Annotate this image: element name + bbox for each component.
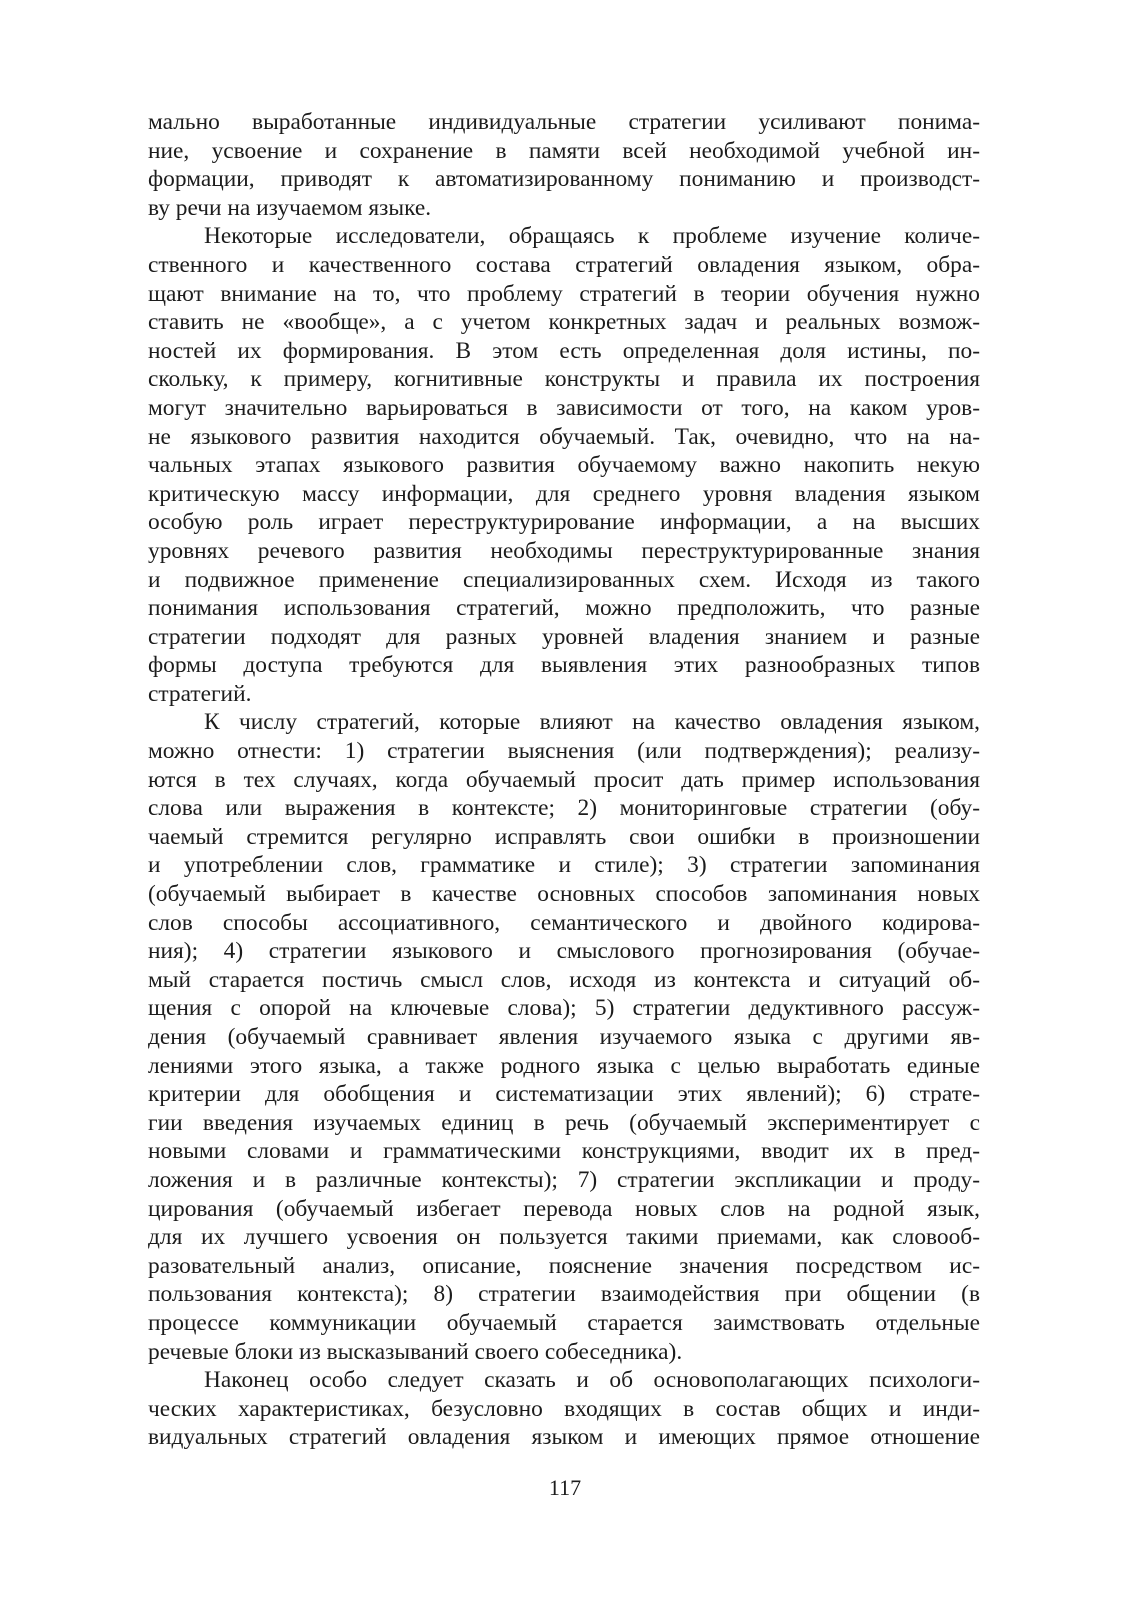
- text-line: формации, приводят к автоматизированному пониманию и производст-: [148, 166, 980, 193]
- text-line: К числу стратегий, которые влияют на качество овладения языком,: [204, 709, 980, 736]
- paragraph: [148, 108, 980, 222]
- text-line: мально выработанные индивидуальные стратегии усиливают понима-: [148, 109, 980, 135]
- text-line: пользования контекста); 8) стратегии взаимодействия при общении (в: [148, 1281, 980, 1308]
- text-line: скольку, к примеру, когнитивные конструкты и правила их построения: [148, 366, 980, 393]
- text-line: ются в тех случаях, когда обучаемый просит дать пример использования: [148, 766, 980, 793]
- text-line: уровнях речевого развития необходимы переструктурированные знания: [148, 537, 980, 564]
- paragraph: [148, 1366, 980, 1452]
- paragraph: [148, 222, 980, 708]
- text-line: (обучаемый выбирает в качестве основных способов запоминания новых: [148, 881, 980, 908]
- body-text: [148, 108, 980, 1452]
- text-line: ния); 4) стратегии языкового и смыслового прогнозирования (обучае-: [148, 938, 980, 965]
- text-line: дения (обучаемый сравнивает явления изучаемого языка с другими яв-: [148, 1024, 980, 1050]
- text-line: Наконец особо следует сказать и об основополагающих психологи-: [204, 1367, 980, 1394]
- text-line: лениями этого языка, а также родного языка с целью выработать единые: [148, 1052, 980, 1079]
- text-line: могут значительно варьироваться в зависимости от того, на каком уров-: [148, 394, 980, 421]
- text-line: и подвижное применение специализированных схем. Исходя из такого: [148, 566, 980, 593]
- text-line: понимания использования стратегий, можно предположить, что разные: [148, 595, 980, 622]
- text-line: стратегий.: [148, 680, 252, 707]
- text-line: критерии для обобщения и систематизации этих явлений); 6) страте-: [148, 1081, 980, 1108]
- text-line: слов способы ассоциативного, семантического и двойного кодирова-: [148, 909, 980, 936]
- text-line: чальных этапах языкового развития обучаемому важно накопить некую: [148, 452, 980, 479]
- text-line: для их лучшего усвоения он пользуется такими приемами, как словооб-: [148, 1224, 980, 1251]
- text-line: гии введения изучаемых единиц в речь (обучаемый экспериментирует с: [148, 1109, 980, 1136]
- text-line: ву речи на изучаемом языке.: [148, 194, 432, 221]
- text-line: и употреблении слов, грамматике и стиле); 3) стратегии запоминания: [148, 852, 980, 879]
- text-line: ние, усвоение и сохранение в памяти всей необходимой учебной ин-: [148, 137, 980, 164]
- text-line: мый старается постичь смысл слов, исходя из контекста и ситуаций об-: [148, 966, 980, 993]
- page-number: 117: [548, 1475, 582, 1500]
- text-line: слова или выражения в контексте; 2) мониторинговые стратегии (обу-: [148, 795, 980, 822]
- text-line: ностей их формирования. В этом есть определенная доля истины, по-: [148, 337, 980, 364]
- text-line: чаемый стремится регулярно исправлять свои ошибки в произношении: [148, 823, 980, 850]
- text-line: цирования (обучаемый избегает перевода новых слов на родной язык,: [148, 1195, 980, 1222]
- text-line: стратегии подходят для разных уровней владения знанием и разные: [148, 623, 980, 650]
- text-line: видуальных стратегий овладения языком и имеющих прямое отношение: [148, 1424, 980, 1451]
- text-line: речевые блоки из высказываний своего собеседника).: [148, 1338, 683, 1365]
- text-line: особую роль играет переструктурирование информации, а на высших: [148, 509, 980, 536]
- text-line: ческих характеристиках, безусловно входящих в состав общих и инди-: [148, 1395, 980, 1422]
- text-line: Некоторые исследователи, обращаясь к проблеме изучение количе-: [204, 223, 980, 250]
- paragraph: [148, 708, 980, 1366]
- text-line: разовательный анализ, описание, пояснение значения посредством ис-: [148, 1252, 980, 1279]
- text-line: формы доступа требуются для выявления этих разнообразных типов: [148, 652, 980, 679]
- text-line: можно отнести: 1) стратегии выяснения (или подтверждения); реализу-: [148, 738, 980, 765]
- text-line: новыми словами и грамматическими конструкциями, вводит их в пред-: [148, 1138, 980, 1165]
- text-line: щают внимание на то, что проблему стратегий в теории обучения нужно: [148, 280, 980, 307]
- text-line: критическую массу информации, для среднего уровня владения языком: [148, 480, 980, 507]
- text-line: не языкового развития находится обучаемый. Так, очевидно, что на на-: [148, 423, 980, 450]
- text-line: ложения и в различные контексты); 7) стратегии экспликации и проду-: [148, 1166, 980, 1193]
- text-line: ственного и качественного состава стратегий овладения языком, обра-: [148, 251, 980, 278]
- text-line: щения с опорой на ключевые слова); 5) стратегии дедуктивного рассуж-: [148, 995, 980, 1022]
- text-line: ставить не «вообще», а с учетом конкретных задач и реальных возмож-: [148, 309, 980, 336]
- text-line: процессе коммуникации обучаемый старается заимствовать отдельные: [148, 1309, 980, 1336]
